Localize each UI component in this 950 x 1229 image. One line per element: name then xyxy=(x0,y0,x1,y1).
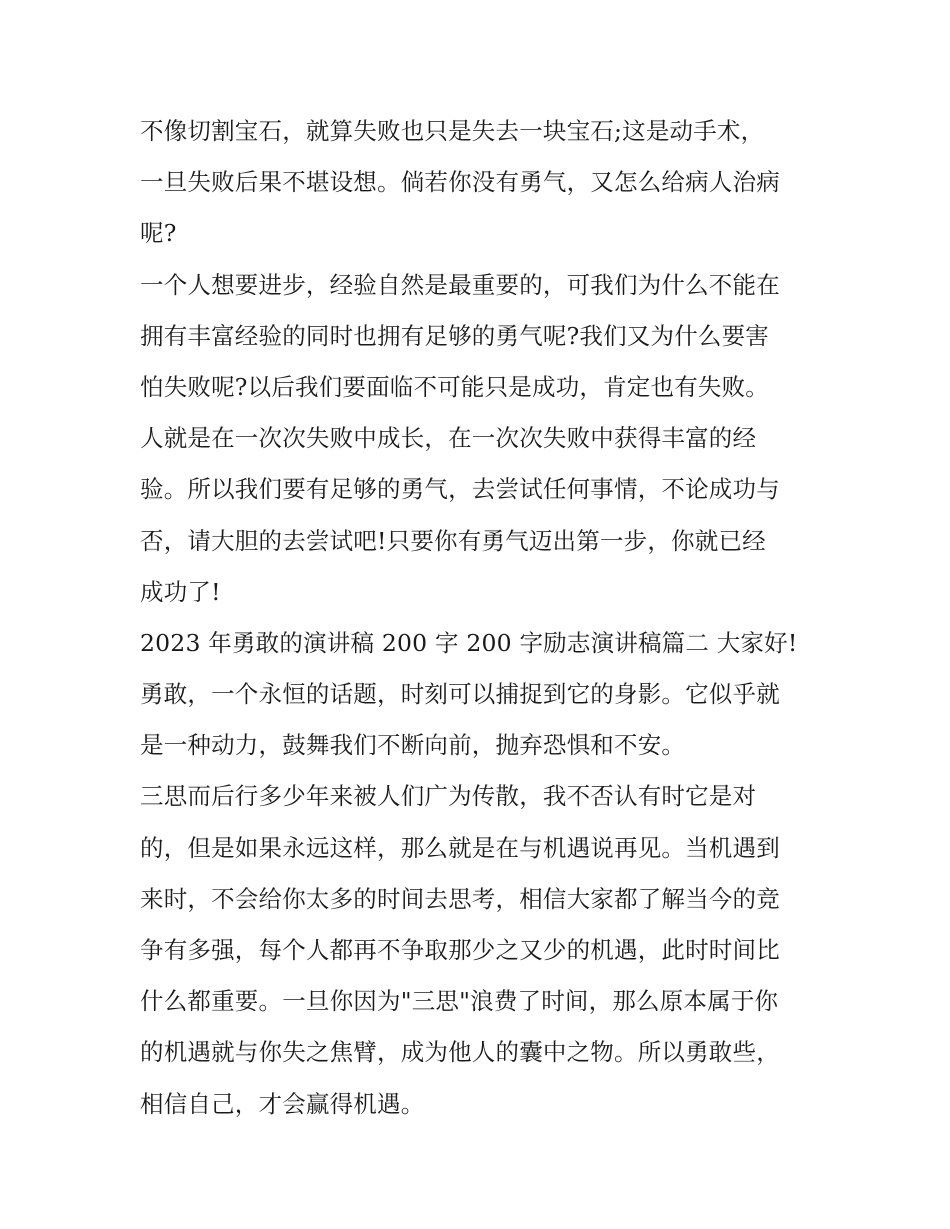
text-line: 否，请大胆的去尝试吧!只要你有勇气迈出第一步，你就已经 xyxy=(140,526,766,555)
text-line: 人就是在一次次失败中成长，在一次次失败中获得丰富的经 xyxy=(140,424,757,453)
text-line: 三思而后行多少年来被人们广为传散，我不否认有时它是对 xyxy=(140,782,757,811)
text-line: 相信自己，才会赢得机遇。 xyxy=(140,1089,425,1118)
text-line: 什么都重要。一旦你因为"三思"浪费了时间，那么原本属于你 xyxy=(140,987,779,1016)
text-line: 一个人想要进步，经验自然是最重要的，可我们为什么不能在 xyxy=(140,270,780,299)
text-line: 争有多强，每个人都再不争取那少之又少的机遇，此时时间比 xyxy=(140,936,780,964)
text-line: 来时，不会给你太多的时间去思考，相信大家都了解当今的竞 xyxy=(140,884,780,913)
text-line: 拥有丰富经验的同时也拥有足够的勇气呢?我们又为什么要害 xyxy=(140,321,769,350)
text-line: 一旦失败后果不堪设想。倘若你没有勇气，又怎么给病人治病 xyxy=(140,168,780,197)
text-line: 的机遇就与你失之焦臂，成为他人的囊中之物。所以勇敢些， xyxy=(140,1038,780,1067)
text-line: 验。所以我们要有足够的勇气，去尝试任何事情，不论成功与 xyxy=(140,475,780,504)
text-line: 是一种动力，鼓舞我们不断向前，抛弃恐惧和不安。 xyxy=(140,731,686,760)
text-line: 的，但是如果永远这样，那么就是在与机遇说再见。当机遇到 xyxy=(140,833,780,862)
text-line: 成功了! xyxy=(140,577,221,606)
text-line: 勇敢，一个永恒的话题，时刻可以捕捉到它的身影。它似乎就 xyxy=(140,680,780,709)
document-body xyxy=(140,106,820,1130)
heading-line: 2023 年勇敢的演讲稿 200 字 200 字励志演讲稿篇二 大家好! xyxy=(140,628,798,657)
text-line: 呢? xyxy=(140,219,177,248)
text-line: 不像切割宝石，就算失败也只是失去一块宝石;这是动手术， xyxy=(140,117,765,145)
text-line: 怕失败呢?以后我们要面临不可能只是成功，肯定也有失败。 xyxy=(140,372,769,401)
